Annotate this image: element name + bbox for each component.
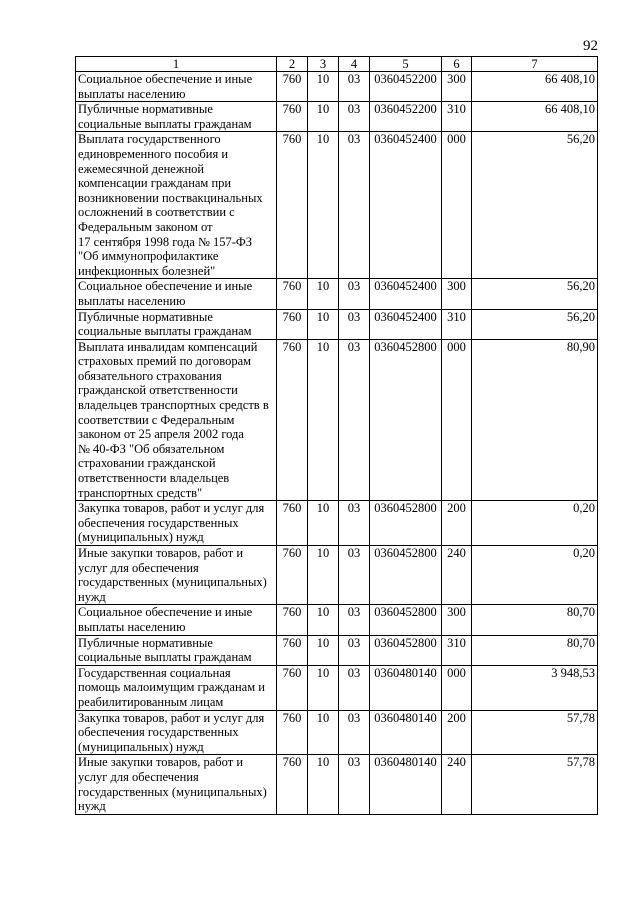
header-col-5: 5	[370, 57, 442, 72]
row-expense-type: 200	[442, 710, 472, 755]
row-code-4: 03	[339, 102, 370, 132]
row-name: Публичные нормативные социальные выплаты гражданам	[76, 102, 277, 132]
row-code-4: 03	[339, 279, 370, 309]
row-name: Выплата государственного единовременного пособия и ежемесячной денежной компенсации гражданам при возникновении поствакцинальных осложнений в соответствии с Федеральным законом от 17 сентября 1998 года № 157-ФЗ "Об иммунопрофилактике инфекционных болезней"	[76, 132, 277, 279]
table-row	[76, 665, 598, 710]
row-name: Государственная социальная помощь малоимущим гражданам и реабилитированным лицам	[76, 665, 277, 710]
row-code-2: 760	[277, 279, 308, 309]
row-name: Выплата инвалидам компенсаций страховых премий по договорам обязательного страхования гражданской ответственности владельцев транспортных средств в соответствии с Федеральным законом от 25 апреля 2002 года № 40-ФЗ "Об обязательном страховании гражданской ответственности владельцев транспортных средств"	[76, 339, 277, 501]
row-amount: 66 408,10	[472, 102, 598, 132]
row-expense-type: 300	[442, 605, 472, 635]
row-target-code: 0360452800	[370, 501, 442, 546]
row-expense-type: 240	[442, 546, 472, 605]
row-amount: 80,70	[472, 605, 598, 635]
row-code-2: 760	[277, 755, 308, 814]
header-col-2: 2	[277, 57, 308, 72]
row-code-3: 10	[308, 710, 339, 755]
row-amount: 0,20	[472, 501, 598, 546]
row-code-3: 10	[308, 72, 339, 102]
row-code-3: 10	[308, 635, 339, 665]
row-code-2: 760	[277, 309, 308, 339]
table-row	[76, 72, 598, 102]
row-amount: 80,90	[472, 339, 598, 501]
table-row	[76, 605, 598, 635]
row-code-2: 760	[277, 546, 308, 605]
row-code-4: 03	[339, 710, 370, 755]
table-row	[76, 132, 598, 279]
row-expense-type: 240	[442, 755, 472, 814]
row-target-code: 0360452800	[370, 605, 442, 635]
row-name: Публичные нормативные социальные выплаты гражданам	[76, 635, 277, 665]
row-target-code: 0360452200	[370, 72, 442, 102]
budget-table	[75, 56, 598, 815]
table-row	[76, 710, 598, 755]
row-code-4: 03	[339, 665, 370, 710]
row-code-2: 760	[277, 501, 308, 546]
row-code-3: 10	[308, 665, 339, 710]
row-target-code: 0360452200	[370, 102, 442, 132]
row-code-3: 10	[308, 605, 339, 635]
row-amount: 56,20	[472, 279, 598, 309]
row-target-code: 0360452800	[370, 546, 442, 605]
row-code-4: 03	[339, 72, 370, 102]
table-row	[76, 102, 598, 132]
row-expense-type: 000	[442, 339, 472, 501]
header-col-6: 6	[442, 57, 472, 72]
header-row	[76, 57, 598, 72]
row-target-code: 0360480140	[370, 755, 442, 814]
row-code-4: 03	[339, 132, 370, 279]
row-expense-type: 310	[442, 102, 472, 132]
row-name: Закупка товаров, работ и услуг для обеспечения государственных (муниципальных) нужд	[76, 501, 277, 546]
table-row	[76, 501, 598, 546]
row-code-4: 03	[339, 755, 370, 814]
row-code-2: 760	[277, 339, 308, 501]
row-amount: 80,70	[472, 635, 598, 665]
table-row	[76, 635, 598, 665]
row-code-2: 760	[277, 710, 308, 755]
row-code-2: 760	[277, 132, 308, 279]
header-col-7: 7	[472, 57, 598, 72]
row-amount: 56,20	[472, 309, 598, 339]
row-code-3: 10	[308, 501, 339, 546]
row-expense-type: 200	[442, 501, 472, 546]
row-target-code: 0360480140	[370, 665, 442, 710]
row-code-3: 10	[308, 339, 339, 501]
row-name: Публичные нормативные социальные выплаты гражданам	[76, 309, 277, 339]
row-code-2: 760	[277, 605, 308, 635]
row-target-code: 0360480140	[370, 710, 442, 755]
header-col-1: 1	[76, 57, 277, 72]
row-target-code: 0360452800	[370, 339, 442, 501]
row-amount: 57,78	[472, 755, 598, 814]
row-expense-type: 310	[442, 635, 472, 665]
row-code-3: 10	[308, 279, 339, 309]
row-target-code: 0360452400	[370, 309, 442, 339]
row-code-4: 03	[339, 605, 370, 635]
row-code-4: 03	[339, 339, 370, 501]
row-expense-type: 300	[442, 72, 472, 102]
row-amount: 56,20	[472, 132, 598, 279]
row-name: Социальное обеспечение и иные выплаты населению	[76, 605, 277, 635]
row-target-code: 0360452400	[370, 132, 442, 279]
row-amount: 57,78	[472, 710, 598, 755]
row-name: Иные закупки товаров, работ и услуг для обеспечения государственных (муниципальных) нужд	[76, 755, 277, 814]
page-number: 92	[583, 38, 598, 54]
row-expense-type: 310	[442, 309, 472, 339]
row-code-4: 03	[339, 546, 370, 605]
row-expense-type: 000	[442, 665, 472, 710]
row-amount: 3 948,53	[472, 665, 598, 710]
row-code-2: 760	[277, 72, 308, 102]
row-target-code: 0360452400	[370, 279, 442, 309]
row-code-3: 10	[308, 755, 339, 814]
row-code-2: 760	[277, 635, 308, 665]
row-code-4: 03	[339, 309, 370, 339]
row-name: Закупка товаров, работ и услуг для обеспечения государственных (муниципальных) нужд	[76, 710, 277, 755]
table-body	[76, 72, 598, 815]
row-expense-type: 000	[442, 132, 472, 279]
row-name: Социальное обеспечение и иные выплаты населению	[76, 279, 277, 309]
row-code-3: 10	[308, 309, 339, 339]
row-target-code: 0360452800	[370, 635, 442, 665]
row-amount: 0,20	[472, 546, 598, 605]
table-row	[76, 755, 598, 814]
table-row	[76, 546, 598, 605]
table-row	[76, 339, 598, 501]
row-code-3: 10	[308, 132, 339, 279]
row-expense-type: 300	[442, 279, 472, 309]
table-row	[76, 309, 598, 339]
row-name: Социальное обеспечение и иные выплаты населению	[76, 72, 277, 102]
header-col-4: 4	[339, 57, 370, 72]
row-code-3: 10	[308, 546, 339, 605]
row-code-4: 03	[339, 501, 370, 546]
row-code-4: 03	[339, 635, 370, 665]
row-name: Иные закупки товаров, работ и услуг для обеспечения государственных (муниципальных) нужд	[76, 546, 277, 605]
row-amount: 66 408,10	[472, 72, 598, 102]
row-code-3: 10	[308, 102, 339, 132]
header-col-3: 3	[308, 57, 339, 72]
row-code-2: 760	[277, 665, 308, 710]
row-code-2: 760	[277, 102, 308, 132]
table-row	[76, 279, 598, 309]
